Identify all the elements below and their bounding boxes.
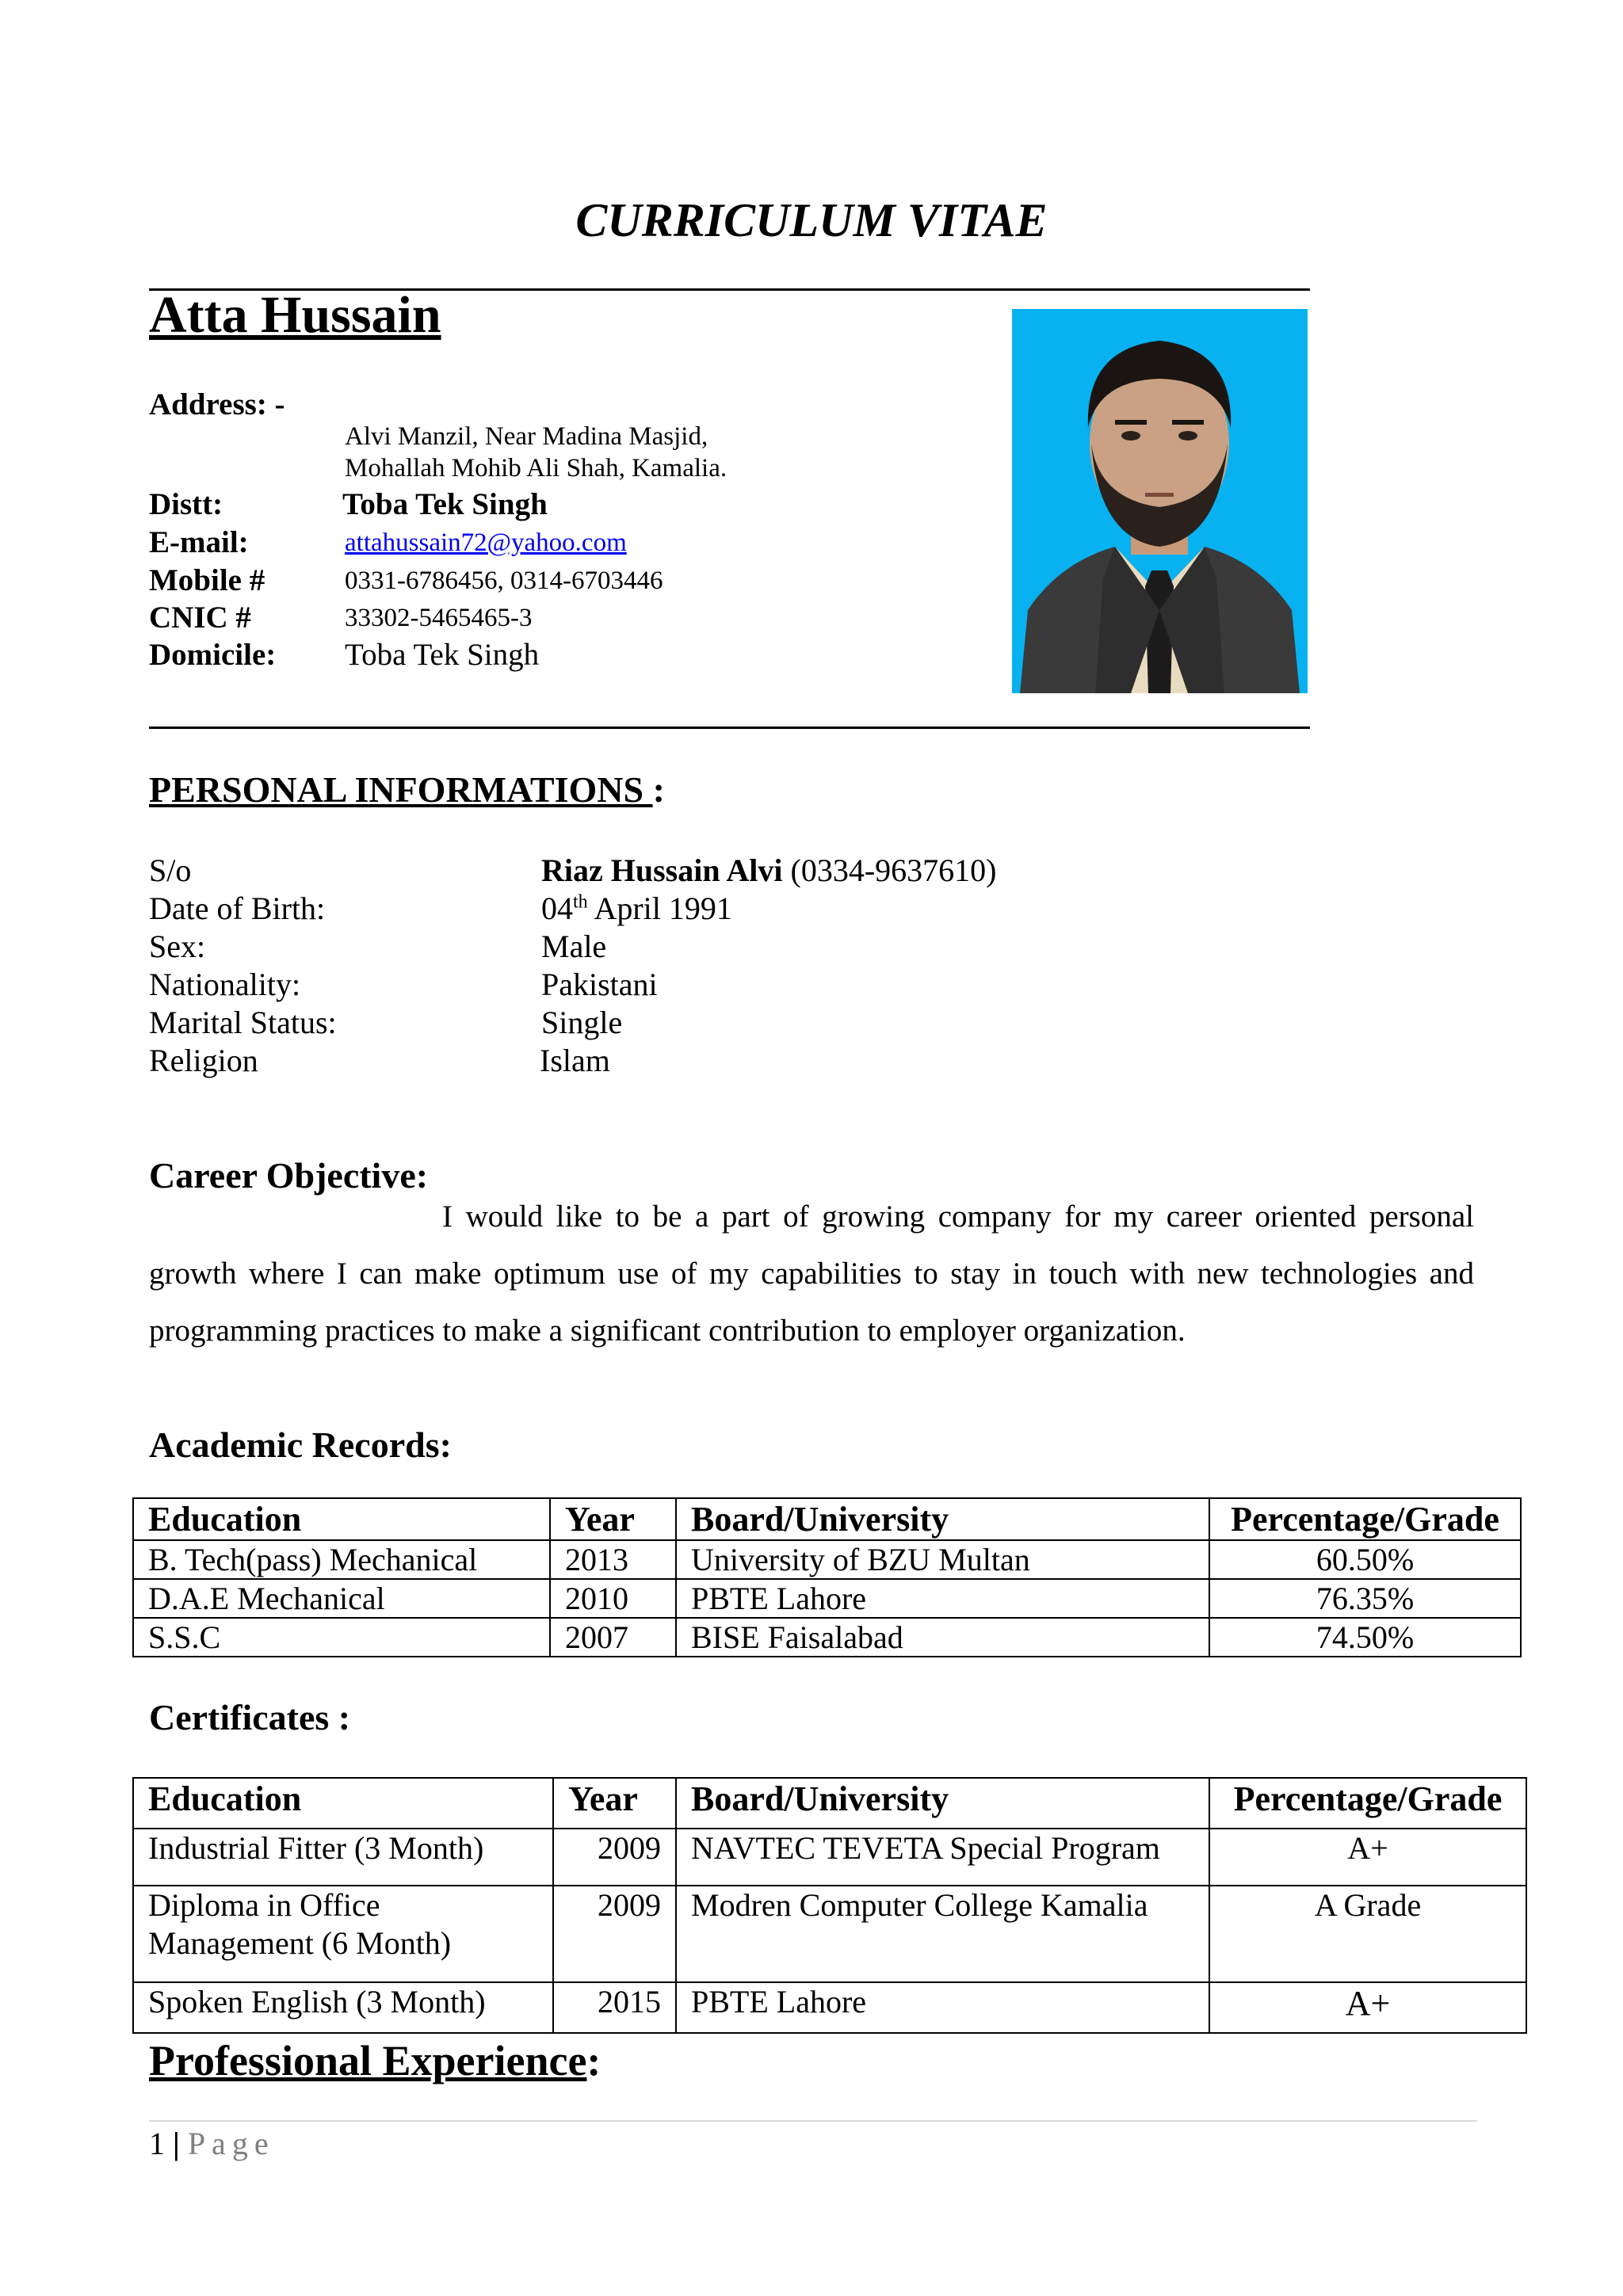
- academic-cell-year: 2013: [550, 1540, 676, 1579]
- academic-cell-education: B. Tech(pass) Mechanical: [133, 1540, 550, 1579]
- table-row: [133, 1982, 1526, 2033]
- cert-header-board: Board/University: [676, 1778, 1209, 1829]
- personal-info-heading: [149, 769, 665, 810]
- academic-header-year: Year: [550, 1498, 676, 1540]
- table-row: [133, 1886, 1526, 1982]
- cert-cell-grade: A+: [1209, 1982, 1526, 2033]
- page-number: 1: [149, 2126, 165, 2161]
- personal-info-heading-text: PERSONAL INFORMATIONS: [149, 769, 653, 810]
- cert-cell-year: 2009: [553, 1886, 676, 1982]
- footer-rule: [149, 2120, 1477, 2122]
- dob-value: [541, 890, 732, 927]
- academic-cell-board: PBTE Lahore: [676, 1579, 1209, 1618]
- sex-value: Male: [541, 929, 607, 964]
- academic-cell-year: 2010: [550, 1579, 676, 1618]
- cert-cell-board: PBTE Lahore: [676, 1982, 1209, 2033]
- table-row: [133, 1579, 1521, 1618]
- cert-cell-education: Industrial Fitter (3 Month): [133, 1829, 553, 1886]
- academic-header-row: [133, 1498, 1521, 1540]
- academic-cell-year: 2007: [550, 1618, 676, 1657]
- cnic-value: 33302-5465465-3: [345, 604, 533, 632]
- academic-header-board: Board/University: [676, 1498, 1209, 1540]
- page-word: Page: [187, 2126, 275, 2161]
- certificates-heading: Certificates :: [149, 1697, 351, 1737]
- so-value: [541, 852, 996, 889]
- cert-cell-grade: A Grade: [1209, 1886, 1526, 1982]
- academic-records-heading: Academic Records:: [149, 1425, 452, 1465]
- academic-cell-board: BISE Faisalabad: [676, 1618, 1209, 1657]
- candidate-name: Atta Hussain: [149, 286, 441, 344]
- document-title: CURRICULUM VITAE: [575, 194, 1048, 246]
- cert-cell-education: Spoken English (3 Month): [133, 1982, 553, 2033]
- domicile-label: Domicile:: [149, 638, 277, 672]
- academic-cell-board: University of BZU Multan: [676, 1540, 1209, 1579]
- dob-suffix: th: [573, 891, 588, 913]
- mobile-label: Mobile #: [149, 563, 265, 597]
- academic-records-table: [132, 1497, 1522, 1657]
- cert-cell-year: 2009: [553, 1829, 676, 1886]
- professional-experience-heading-colon: :: [586, 2037, 601, 2084]
- address-line-1: Alvi Manzil, Near Madina Masjid,: [345, 422, 708, 451]
- certificates-table: [132, 1777, 1527, 2034]
- cnic-label: CNIC #: [149, 601, 251, 635]
- nationality-label: Nationality:: [149, 967, 301, 1002]
- religion-label: Religion: [149, 1043, 258, 1078]
- academic-cell-grade: 60.50%: [1209, 1540, 1521, 1579]
- distt-value: Toba Tek Singh: [342, 487, 548, 521]
- academic-cell-education: D.A.E Mechanical: [133, 1579, 550, 1618]
- cert-cell-year: 2015: [553, 1982, 676, 2033]
- certificates-header-row: [133, 1778, 1526, 1829]
- table-row: [133, 1540, 1521, 1579]
- table-row: [133, 1618, 1521, 1657]
- career-objective-heading: Career Objective:: [149, 1155, 429, 1196]
- sex-label: Sex:: [149, 929, 206, 964]
- religion-value: Islam: [540, 1043, 610, 1078]
- professional-experience-heading: [149, 2036, 601, 2085]
- academic-cell-education: S.S.C: [133, 1618, 550, 1657]
- address-label: Address: -: [149, 387, 285, 421]
- email-label: E-mail:: [149, 525, 249, 559]
- page-separator: |: [165, 2126, 188, 2161]
- dob-day: 04: [541, 891, 573, 926]
- page-footer: [149, 2125, 275, 2162]
- professional-experience-heading-text: Professional Experience: [149, 2037, 587, 2084]
- father-name: Riaz Hussain Alvi: [541, 852, 783, 888]
- academic-cell-grade: 76.35%: [1209, 1579, 1521, 1618]
- cert-header-grade: Percentage/Grade: [1209, 1778, 1526, 1829]
- cert-header-education: Education: [133, 1778, 553, 1829]
- table-row: [133, 1829, 1526, 1886]
- cert-cell-grade: A+: [1209, 1829, 1526, 1886]
- academic-header-education: Education: [133, 1498, 550, 1540]
- father-phone: (0334-9637610): [782, 852, 997, 888]
- dob-label: Date of Birth:: [149, 891, 326, 926]
- domicile-value: Toba Tek Singh: [345, 638, 540, 672]
- cert-cell-education: Diploma in Office Management (6 Month): [133, 1886, 553, 1982]
- career-objective-text: I would like to be a part of growing company for my career oriented personal growth where I can make optimum use of my capabilities to stay in touch with new technologies and programming practices to make a significant contribution to employer organization.: [149, 1199, 1474, 1348]
- dob-rest: April 1991: [587, 891, 732, 926]
- so-label: S/o: [149, 852, 192, 888]
- nationality-value: Pakistani: [541, 967, 658, 1002]
- address-line-2: Mohallah Mohib Ali Shah, Kamalia.: [345, 454, 727, 482]
- marital-value: Single: [541, 1005, 623, 1040]
- portrait-illustration: [1012, 309, 1308, 693]
- distt-label: Distt:: [149, 487, 223, 521]
- academic-header-grade: Percentage/Grade: [1209, 1498, 1521, 1540]
- academic-cell-grade: 74.50%: [1209, 1618, 1521, 1657]
- email-link[interactable]: attahussain72@yahoo.com: [345, 528, 627, 557]
- personal-info-heading-colon: :: [652, 769, 665, 810]
- header-rule-bottom: [149, 727, 1310, 729]
- cert-header-year: Year: [553, 1778, 676, 1829]
- cert-cell-board: NAVTEC TEVETA Special Program: [676, 1829, 1209, 1886]
- profile-photo: [1012, 309, 1308, 693]
- cert-cell-board: Modren Computer College Kamalia: [676, 1886, 1209, 1982]
- mobile-value: 0331-6786456, 0314-6703446: [345, 566, 663, 595]
- marital-label: Marital Status:: [149, 1005, 337, 1040]
